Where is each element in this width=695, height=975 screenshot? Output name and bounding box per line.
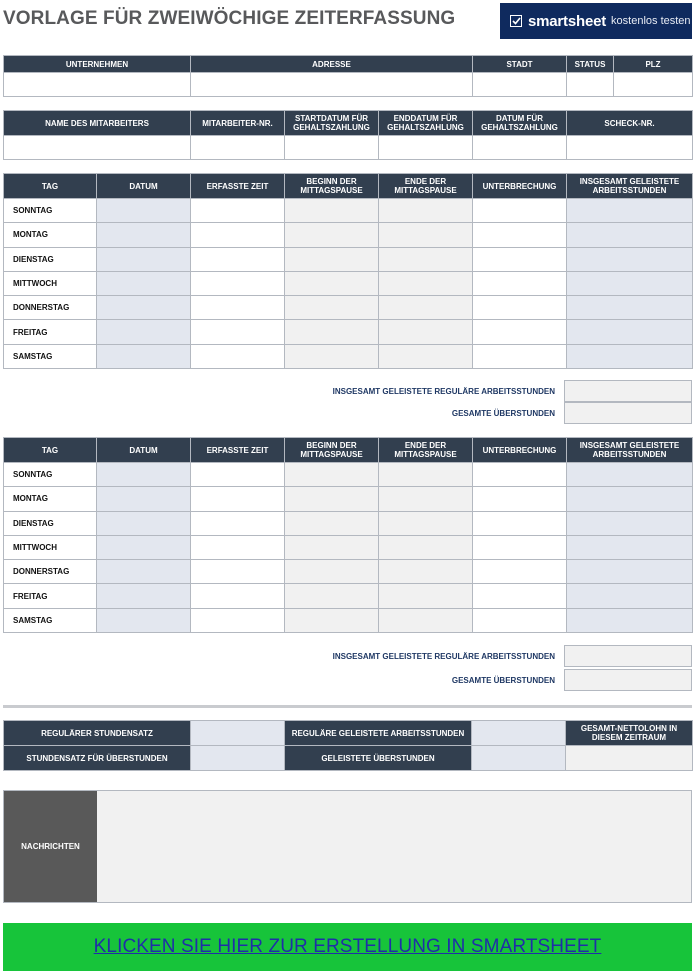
day-label: MITTWOCH	[4, 535, 97, 559]
header-stadt: STADT	[473, 56, 567, 73]
table-row	[4, 199, 693, 223]
week-1-regular-total	[564, 380, 692, 402]
overtime-hours-value	[472, 746, 566, 771]
week-2-header-break: UNTERBRECHUNG	[473, 438, 567, 463]
date-cell[interactable]	[97, 199, 191, 223]
lunch-start-cell[interactable]	[285, 608, 379, 632]
pay-end-input[interactable]	[379, 136, 473, 160]
date-cell[interactable]	[97, 223, 191, 247]
time-cell[interactable]	[191, 296, 285, 320]
date-cell[interactable]	[97, 608, 191, 632]
day-label: MITTWOCH	[4, 271, 97, 295]
overtime-rate-input[interactable]	[191, 746, 285, 771]
day-label: SONNTAG	[4, 463, 97, 487]
day-label: SAMSTAG	[4, 608, 97, 632]
header-status: STATUS	[567, 56, 614, 73]
total-cell	[567, 271, 693, 295]
date-cell[interactable]	[97, 584, 191, 608]
employee-table	[3, 110, 693, 160]
company-input[interactable]	[4, 73, 191, 97]
break-cell[interactable]	[473, 608, 567, 632]
break-cell[interactable]	[473, 271, 567, 295]
page-title: VORLAGE FÜR ZWEIWÖCHIGE ZEITERFASSUNG	[3, 8, 456, 29]
time-cell[interactable]	[191, 608, 285, 632]
logo-name: smartsheet	[528, 12, 607, 30]
break-cell[interactable]	[473, 463, 567, 487]
week-1-overtime-total	[564, 402, 692, 424]
time-cell[interactable]	[191, 487, 285, 511]
week-2-header-lunch-end: ENDE DER MITTAGSPAUSE	[379, 438, 473, 463]
header-pay-end: ENDDATUM FÜR GEHALTSZAHLUNG	[379, 111, 473, 136]
break-cell[interactable]	[473, 344, 567, 368]
week-1-table	[3, 173, 693, 369]
week-2-header-time: ERFASSTE ZEIT	[191, 438, 285, 463]
lunch-end-cell[interactable]	[379, 608, 473, 632]
table-row	[4, 608, 693, 632]
lunch-start-cell[interactable]	[285, 271, 379, 295]
lunch-start-cell[interactable]	[285, 320, 379, 344]
table-row	[4, 487, 693, 511]
lunch-start-cell[interactable]	[285, 487, 379, 511]
pay-date-input[interactable]	[473, 136, 567, 160]
total-cell	[567, 584, 693, 608]
week-1-header-lunch-end: ENDE DER MITTAGSPAUSE	[379, 174, 473, 199]
lunch-start-cell[interactable]	[285, 247, 379, 271]
lunch-end-cell[interactable]	[379, 560, 473, 584]
regular-hours-value	[472, 721, 566, 746]
total-cell	[567, 344, 693, 368]
pay-start-input[interactable]	[285, 136, 379, 160]
time-cell[interactable]	[191, 463, 285, 487]
week-1-header-day: TAG	[4, 174, 97, 199]
header-plz: PLZ	[614, 56, 693, 73]
day-label: MONTAG	[4, 487, 97, 511]
lunch-end-cell[interactable]	[379, 271, 473, 295]
header-unternehmen: UNTERNEHMEN	[4, 56, 191, 73]
week-2-header-day: TAG	[4, 438, 97, 463]
overtime-hours-label: GELEISTETE ÜBERSTUNDEN	[285, 746, 472, 771]
day-label: FREITAG	[4, 320, 97, 344]
header-employee-name: NAME DES MITARBEITERS	[4, 111, 191, 136]
total-cell	[567, 247, 693, 271]
total-cell	[567, 487, 693, 511]
lunch-start-cell[interactable]	[285, 199, 379, 223]
week-2-regular-label: INSGESAMT GELEISTETE REGULÄRE ARBEITSSTUNDEN	[332, 651, 555, 661]
total-cell	[567, 223, 693, 247]
lunch-start-cell[interactable]	[285, 296, 379, 320]
time-cell[interactable]	[191, 511, 285, 535]
day-label: DONNERSTAG	[4, 296, 97, 320]
table-row	[4, 344, 693, 368]
time-cell[interactable]	[191, 320, 285, 344]
date-cell[interactable]	[97, 320, 191, 344]
employee-name-input[interactable]	[4, 136, 191, 160]
header-employee-no: MITARBEITER-NR.	[191, 111, 285, 136]
lunch-start-cell[interactable]	[285, 463, 379, 487]
regular-rate-input[interactable]	[191, 721, 285, 746]
total-cell	[567, 296, 693, 320]
break-cell[interactable]	[473, 560, 567, 584]
week-1-header-time: ERFASSTE ZEIT	[191, 174, 285, 199]
time-cell[interactable]	[191, 584, 285, 608]
lunch-start-cell[interactable]	[285, 344, 379, 368]
day-label: FREITAG	[4, 584, 97, 608]
zip-input[interactable]	[614, 73, 693, 97]
lunch-end-cell[interactable]	[379, 223, 473, 247]
total-cell	[567, 608, 693, 632]
week-2-overtime-total	[564, 669, 692, 691]
day-label: SAMSTAG	[4, 344, 97, 368]
break-cell[interactable]	[473, 584, 567, 608]
date-cell[interactable]	[97, 296, 191, 320]
week-1-header-date: DATUM	[97, 174, 191, 199]
total-cell	[567, 199, 693, 223]
table-row	[4, 296, 693, 320]
company-table	[3, 55, 693, 97]
check-no-input[interactable]	[567, 136, 693, 160]
day-label: SONNTAG	[4, 199, 97, 223]
table-row	[4, 271, 693, 295]
table-row	[4, 320, 693, 344]
regular-rate-label: REGULÄRER STUNDENSATZ	[4, 721, 191, 746]
lunch-end-cell[interactable]	[379, 296, 473, 320]
date-cell[interactable]	[97, 344, 191, 368]
week-1-header-break: UNTERBRECHUNG	[473, 174, 567, 199]
total-cell	[567, 463, 693, 487]
header-adresse: ADRESSE	[191, 56, 473, 73]
week-1-regular-label: INSGESAMT GELEISTETE REGULÄRE ARBEITSSTUNDEN	[332, 386, 555, 396]
lunch-end-cell[interactable]	[379, 535, 473, 559]
date-cell[interactable]	[97, 247, 191, 271]
lunch-end-cell[interactable]	[379, 344, 473, 368]
lunch-start-cell[interactable]	[285, 584, 379, 608]
total-cell	[567, 560, 693, 584]
date-cell[interactable]	[97, 511, 191, 535]
checkbox-icon	[510, 15, 522, 27]
time-cell[interactable]	[191, 247, 285, 271]
header-pay-date: DATUM FÜR GEHALTSZAHLUNG	[473, 111, 567, 136]
lunch-start-cell[interactable]	[285, 511, 379, 535]
date-cell[interactable]	[97, 560, 191, 584]
city-input[interactable]	[473, 73, 567, 97]
cta-link[interactable]: KLICKEN SIE HIER ZUR ERSTELLUNG IN SMARTSHEET	[93, 936, 602, 957]
time-cell[interactable]	[191, 271, 285, 295]
time-cell[interactable]	[191, 560, 285, 584]
break-cell[interactable]	[473, 320, 567, 344]
lunch-end-cell[interactable]	[379, 320, 473, 344]
time-cell[interactable]	[191, 535, 285, 559]
time-cell[interactable]	[191, 199, 285, 223]
notes-section	[3, 790, 692, 903]
break-cell[interactable]	[473, 296, 567, 320]
total-cell	[567, 511, 693, 535]
break-cell[interactable]	[473, 247, 567, 271]
notes-label: NACHRICHTEN	[4, 791, 97, 902]
date-cell[interactable]	[97, 535, 191, 559]
section-divider	[3, 705, 692, 708]
notes-input[interactable]	[97, 791, 691, 902]
lunch-end-cell[interactable]	[379, 511, 473, 535]
header-check-no: SCHECK-NR.	[567, 111, 693, 136]
table-row	[4, 247, 693, 271]
cta-banner	[3, 923, 692, 971]
week-2-regular-total	[564, 645, 692, 667]
time-cell[interactable]	[191, 344, 285, 368]
lunch-start-cell[interactable]	[285, 560, 379, 584]
day-label: DONNERSTAG	[4, 560, 97, 584]
week-2-table	[3, 437, 693, 633]
break-cell[interactable]	[473, 199, 567, 223]
week-1-header-total: INSGESAMT GELEISTETE ARBEITSSTUNDEN	[567, 174, 693, 199]
table-row	[4, 463, 693, 487]
week-2-header-date: DATUM	[97, 438, 191, 463]
regular-hours-label: REGULÄRE GELEISTETE ARBEITSSTUNDEN	[285, 721, 472, 746]
break-cell[interactable]	[473, 535, 567, 559]
week-2-header-total: INSGESAMT GELEISTETE ARBEITSSTUNDEN	[567, 438, 693, 463]
week-2-overtime-label: GESAMTE ÜBERSTUNDEN	[451, 675, 555, 685]
net-pay-value	[566, 746, 693, 771]
lunch-start-cell[interactable]	[285, 223, 379, 247]
address-input[interactable]	[191, 73, 473, 97]
lunch-end-cell[interactable]	[379, 247, 473, 271]
week-1-header-lunch-start: BEGINN DER MITTAGSPAUSE	[285, 174, 379, 199]
table-row	[4, 223, 693, 247]
table-row	[4, 560, 693, 584]
lunch-start-cell[interactable]	[285, 535, 379, 559]
header-pay-start: STARTDATUM FÜR GEHALTSZAHLUNG	[285, 111, 379, 136]
day-label: MONTAG	[4, 223, 97, 247]
logo-tagline: kostenlos testen	[611, 15, 691, 27]
day-label: DIENSTAG	[4, 247, 97, 271]
total-cell	[567, 320, 693, 344]
net-pay-label: GESAMT-NETTOLOHN IN DIESEM ZEITRAUM	[566, 721, 693, 746]
break-cell[interactable]	[473, 511, 567, 535]
smartsheet-logo-button[interactable]	[500, 3, 692, 39]
day-label: DIENSTAG	[4, 511, 97, 535]
pay-table	[3, 720, 693, 771]
table-row	[4, 535, 693, 559]
lunch-end-cell[interactable]	[379, 463, 473, 487]
table-row	[4, 511, 693, 535]
break-cell[interactable]	[473, 487, 567, 511]
break-cell[interactable]	[473, 223, 567, 247]
total-cell	[567, 535, 693, 559]
week-1-overtime-label: GESAMTE ÜBERSTUNDEN	[451, 408, 555, 418]
lunch-end-cell[interactable]	[379, 584, 473, 608]
week-2-header-lunch-start: BEGINN DER MITTAGSPAUSE	[285, 438, 379, 463]
date-cell[interactable]	[97, 271, 191, 295]
time-cell[interactable]	[191, 223, 285, 247]
overtime-rate-label: STUNDENSATZ FÜR ÜBERSTUNDEN	[4, 746, 191, 771]
lunch-end-cell[interactable]	[379, 487, 473, 511]
status-input[interactable]	[567, 73, 614, 97]
table-row	[4, 584, 693, 608]
date-cell[interactable]	[97, 487, 191, 511]
date-cell[interactable]	[97, 463, 191, 487]
employee-no-input[interactable]	[191, 136, 285, 160]
lunch-end-cell[interactable]	[379, 199, 473, 223]
